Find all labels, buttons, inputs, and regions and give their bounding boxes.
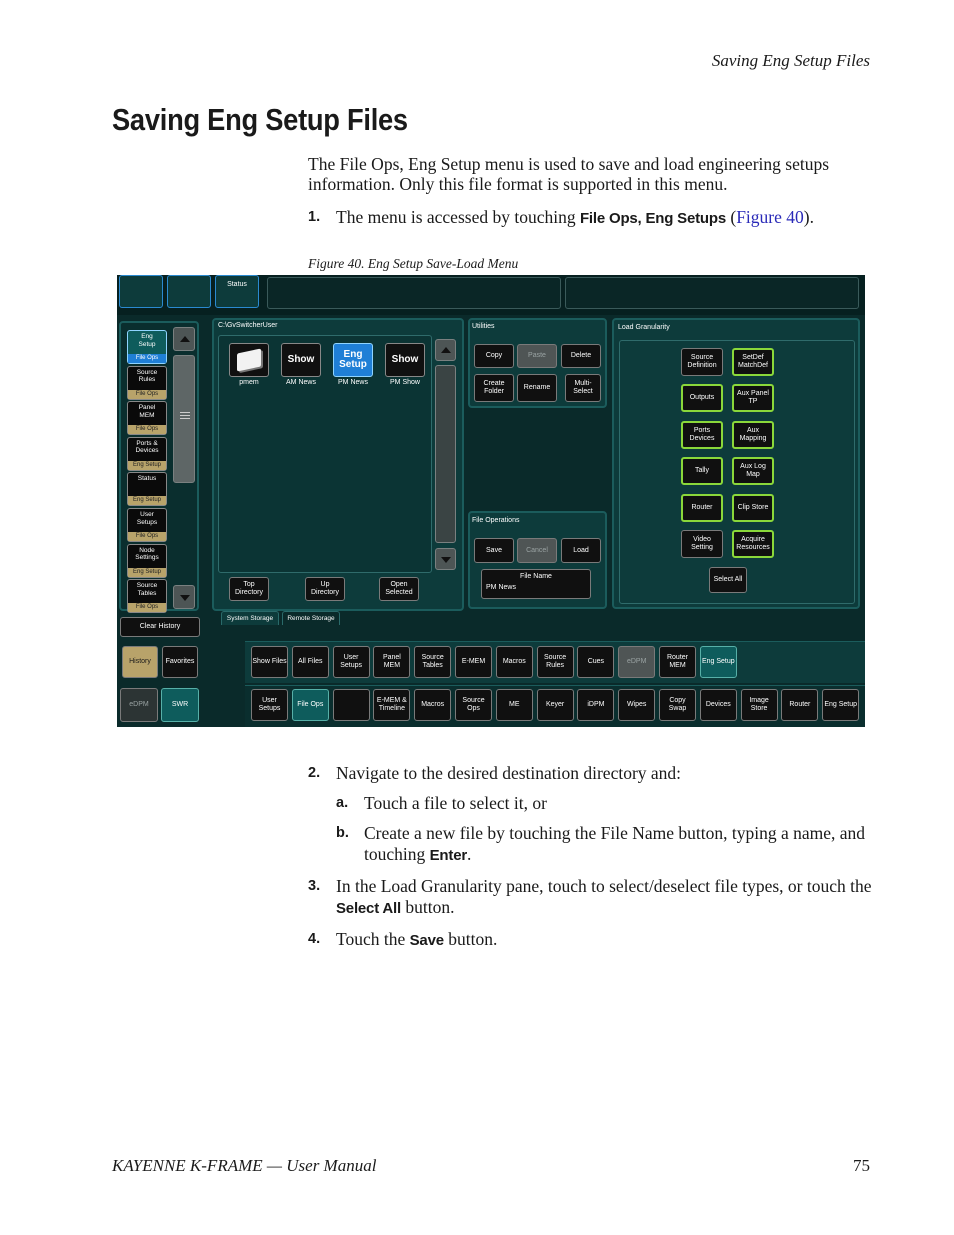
load-button[interactable]: Load [561, 538, 601, 563]
file-item[interactable] [229, 343, 269, 377]
load-granularity-title: Load Granularity [618, 324, 670, 331]
history-item[interactable] [127, 330, 167, 364]
nav-row-1-button[interactable]: Cues [577, 646, 614, 678]
eng-setup-screenshot [117, 275, 865, 727]
granularity-toggle[interactable]: Aux Mapping [732, 421, 774, 449]
top-field-2 [565, 277, 859, 309]
granularity-toggle[interactable]: Outputs [681, 384, 723, 412]
file-scroll-up[interactable] [435, 339, 456, 361]
document-stack-icon [237, 348, 261, 371]
granularity-toggle[interactable]: Aux Log Map [732, 457, 774, 485]
history-item-tag: File Ops [128, 425, 166, 434]
history-item-line2: Tables [137, 589, 157, 597]
history-item-line1: Node [139, 546, 155, 554]
nav-row-2-button[interactable]: Copy Swap [659, 689, 696, 721]
nav-row-2-button[interactable] [333, 689, 370, 721]
page-number: 75 [853, 1156, 870, 1175]
intro-paragraph: The File Ops, Eng Setup menu is used to save and load engineering setups information. Only this file format is supported in this menu. [308, 154, 830, 194]
nav-row-2-button[interactable]: Devices [700, 689, 737, 721]
granularity-toggle[interactable]: Tally [681, 457, 723, 485]
nav-row-1-button[interactable]: Source Tables [414, 646, 451, 678]
history-tab[interactable]: History [122, 646, 158, 678]
nav-row-1-button[interactable]: E-MEM [455, 646, 492, 678]
nav-row-2-button[interactable]: Source Ops [455, 689, 492, 721]
history-item-line2: Devices [135, 447, 159, 455]
file-item[interactable]: Eng Setup [333, 343, 373, 377]
file-name-value: PM News [486, 584, 516, 591]
clear-history-button[interactable]: Clear History [120, 617, 200, 637]
history-item-line2: MEM [139, 411, 155, 419]
granularity-toggle[interactable]: Ports Devices [681, 421, 723, 449]
file-name-label: File Name [520, 573, 552, 580]
create-folder-button[interactable]: Create Folder [474, 374, 514, 402]
nav-row-2-button[interactable]: Wipes [618, 689, 655, 721]
nav-row-1-button[interactable]: All Files [292, 646, 329, 678]
granularity-toggle[interactable]: SetDef MatchDef [732, 348, 774, 376]
file-item-label: AM News [286, 379, 316, 386]
figure-caption: Figure 40. Eng Setup Save-Load Menu [308, 256, 519, 271]
granularity-toggle[interactable]: Acquire Resources [732, 530, 774, 558]
arrow-up-icon [180, 336, 190, 342]
history-item-tag: File Ops [128, 390, 166, 399]
granularity-toggle[interactable]: Video Setting [681, 530, 723, 558]
granularity-toggle[interactable]: Source Definition [681, 348, 723, 376]
running-head: Saving Eng Setup Files [711, 51, 870, 70]
history-item-line1: Panel [138, 404, 156, 412]
top-directory-button[interactable]: Top Directory [229, 577, 269, 601]
favorites-tab[interactable]: Favorites [162, 646, 198, 678]
paste-button[interactable]: Paste [517, 344, 557, 368]
arrow-up-icon [441, 347, 451, 353]
status-tab[interactable]: Status [215, 275, 259, 308]
history-scroll-thumb[interactable] [173, 355, 195, 483]
history-item-line1: Eng [141, 333, 153, 340]
current-path: C:\GvSwitcherUser [218, 322, 278, 329]
file-item[interactable]: Show [385, 343, 425, 377]
history-item[interactable] [127, 579, 167, 613]
history-item-tag: Eng Setup [128, 568, 166, 577]
step-number: 4. [308, 931, 321, 947]
step-number: 1. [308, 209, 321, 225]
history-item-line1: Status [137, 475, 157, 483]
arrow-down-icon [441, 557, 451, 563]
history-item-line1: Source [136, 582, 158, 590]
file-item-label: PM Show [390, 379, 420, 386]
file-scroll-track[interactable] [435, 365, 456, 543]
file-item-label: pmem [239, 379, 259, 386]
step-text: In the Load Granularity pane, touch to select/deselect file types, or touch the Select All button. [336, 876, 872, 917]
select-all-button[interactable]: Select All [709, 567, 747, 593]
section-title: Saving Eng Setup Files [112, 102, 408, 137]
granularity-toggle[interactable]: Router [681, 494, 723, 522]
history-item-line2: Rules [138, 376, 156, 384]
history-item[interactable] [127, 544, 167, 578]
nav-row-1-button[interactable]: Router MEM [659, 646, 696, 678]
nav-row-1-button[interactable]: Macros [496, 646, 533, 678]
multi-select-button[interactable]: Multi-Select [565, 374, 601, 402]
nav-row-2-button[interactable]: Router [781, 689, 818, 721]
top-field-1 [267, 277, 561, 309]
footer-title: KAYENNE K-FRAME — User Manual [112, 1156, 377, 1175]
step-text: Touch the Save button. [336, 929, 498, 949]
history-item[interactable] [127, 366, 167, 400]
step-number: 2. [308, 765, 321, 781]
step-number: a. [336, 795, 349, 811]
file-name-button[interactable] [481, 569, 591, 599]
nav-row-1-button[interactable]: Source Rules [537, 646, 574, 678]
granularity-toggle[interactable]: Aux Panel TP [732, 384, 774, 412]
file-operations-title: File Operations [472, 517, 520, 524]
up-directory-button[interactable]: Up Directory [305, 577, 345, 601]
nav-row-2-button[interactable]: Keyer [537, 689, 574, 721]
save-button[interactable]: Save [474, 538, 514, 563]
history-item-tag: File Ops [128, 354, 166, 363]
step-number: 3. [308, 878, 321, 894]
history-scroll-down[interactable] [173, 585, 195, 609]
nav-row-2-button[interactable]: iDPM [577, 689, 614, 721]
utilities-title: Utilities [472, 323, 495, 330]
history-item-line1: User [140, 511, 154, 518]
nav-row-1-button[interactable]: Show Files [251, 646, 288, 678]
history-scroll-up[interactable] [173, 327, 195, 351]
step-number: b. [336, 825, 349, 841]
edpm-button[interactable]: eDPM [120, 688, 158, 722]
nav-row-2-button[interactable]: File Ops [292, 689, 329, 721]
nav-row-2-button[interactable]: User Setups [251, 689, 288, 721]
history-item-line2: Setup [138, 340, 156, 348]
nav-row-2-button[interactable]: ME [496, 689, 533, 721]
nav-row-2-button[interactable]: Macros [414, 689, 451, 721]
top-button-1[interactable] [119, 275, 163, 308]
open-selected-button[interactable]: Open Selected [379, 577, 419, 601]
file-scroll-down[interactable] [435, 548, 456, 570]
step-text: Create a new file by touching the File Name button, typing a name, and touching Enter. [364, 823, 866, 864]
rename-button[interactable]: Rename [517, 374, 557, 402]
delete-button[interactable]: Delete [561, 344, 601, 368]
arrow-down-icon [180, 595, 190, 601]
history-item-line2: Setups [136, 518, 158, 526]
nav-row-2-button[interactable]: Eng Setup [822, 689, 859, 721]
history-item-line1: Ports & [136, 439, 158, 447]
file-item-label: PM News [338, 379, 368, 386]
nav-row-2-button[interactable]: E-MEM & Timeline [373, 689, 410, 721]
history-item-tag: File Ops [128, 603, 166, 612]
nav-row-1-button[interactable]: Eng Setup [700, 646, 737, 678]
history-item[interactable] [127, 472, 167, 506]
history-item-tag: Eng Setup [128, 496, 166, 505]
nav-row-2-button[interactable]: Image Store [741, 689, 778, 721]
nav-row-1-button[interactable]: eDPM [618, 646, 655, 678]
step-text: Navigate to the desired destination directory and: [336, 763, 682, 783]
history-item[interactable] [127, 508, 167, 542]
grip-icon [180, 412, 190, 413]
file-item[interactable]: Show [281, 343, 321, 377]
history-item-line1: Source [136, 368, 158, 376]
copy-button[interactable]: Copy [474, 344, 514, 368]
swr-button[interactable]: SWR [161, 688, 199, 722]
step-text: The menu is accessed by touching File Ops, Eng Setups (Figure 40). [336, 207, 814, 227]
nav-row-1-button[interactable]: User Setups [333, 646, 370, 678]
remote-storage-tab[interactable]: Remote Storage [282, 611, 340, 625]
figure-link[interactable]: Figure 40 [736, 207, 804, 227]
history-item-tag: Eng Setup [128, 461, 166, 470]
history-item-line2: Settings [135, 554, 159, 562]
history-item[interactable] [127, 437, 167, 471]
system-storage-tab[interactable]: System Storage [221, 611, 279, 625]
history-item-tag: File Ops [128, 532, 166, 541]
history-item[interactable] [127, 401, 167, 435]
top-button-2[interactable] [167, 275, 211, 308]
step-text: Touch a file to select it, or [364, 793, 547, 813]
granularity-toggle[interactable]: Clip Store [732, 494, 774, 522]
cancel-button[interactable]: Cancel [517, 538, 557, 563]
nav-row-1-button[interactable]: Panel MEM [373, 646, 410, 678]
